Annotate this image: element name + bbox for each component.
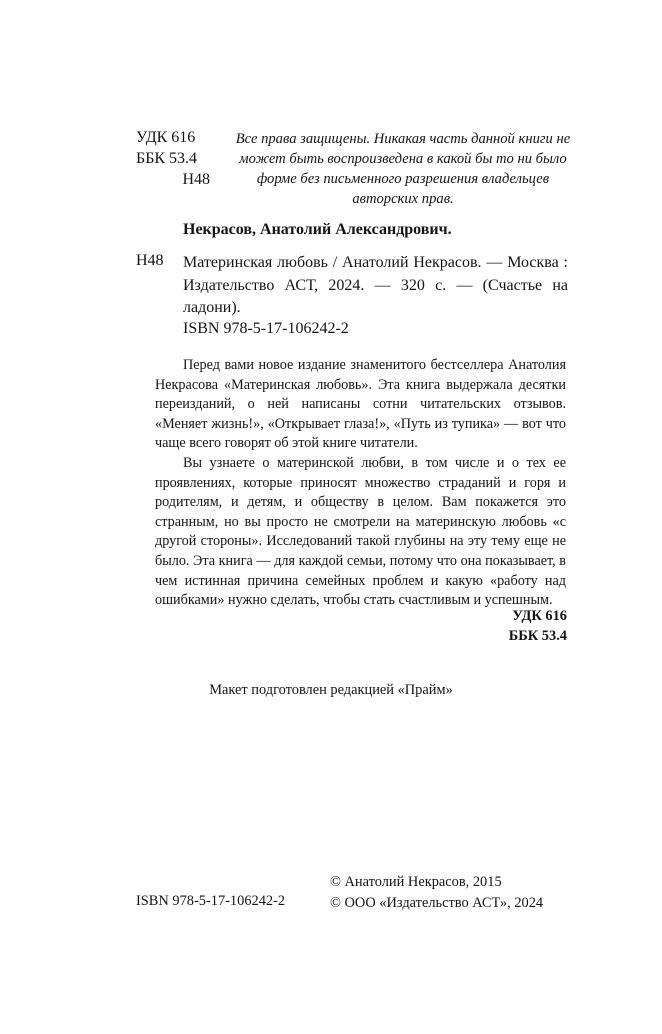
layout-note: Макет подготовлен редакцией «Прайм» bbox=[209, 682, 453, 698]
annotation bbox=[155, 356, 566, 611]
copyright-author: © Анатолий Некрасов, 2015 bbox=[330, 874, 502, 890]
classification-right bbox=[440, 606, 567, 646]
isbn-main: ISBN 978-5-17-106242-2 bbox=[183, 320, 349, 337]
udk-code: УДК 616 bbox=[136, 129, 196, 146]
annotation-paragraph-1: Перед вами новое издание знаменитого бестселлера Анатолия Некрасова «Материнская любовь». Эта книга выдержала десятки переизданий, о ней написаны сотни читательских отзывов. «Меняет жизнь!», «Открывает глаза!», «Путь из тупика» — вот что чаще всего говорят об этой книге читатели. bbox=[155, 357, 566, 452]
copyright-publisher: © ООО «Издательство АСТ», 2024 bbox=[330, 895, 544, 911]
bbk-code-right: ББК 53.4 bbox=[508, 628, 567, 644]
isbn-bottom: ISBN 978-5-17-106242-2 bbox=[136, 893, 286, 909]
bibliographic-record: Материнская любовь / Анатолий Некрасов. — Москва : Издательство АСТ, 2024. — 320 с. — (Счастье на ладони). bbox=[183, 254, 568, 316]
classification-block bbox=[136, 127, 210, 190]
copyright-block bbox=[330, 872, 543, 914]
udk-code-right: УДК 616 bbox=[512, 608, 567, 624]
annotation-paragraph-2: Вы узнаете о материнской любви, в том числе и о тех ее проявлениях, которые приносят множество страданий и горя и родителям, и детям, и обществу в целом. Вам покажется это странным, но вы просто не смотрели на материнскую любовь «с другой стороны». Исследований такой глубины на эту тему еще не было. Эта книга — для каждой семьи, потому что она показывает, в чем истинная причина семейных проблем и какую «работу над ошибками» нужно сделать, чтобы стать счастливым и успешным. bbox=[155, 454, 566, 609]
author-code: Н48 bbox=[182, 171, 210, 188]
author-heading: Некрасов, Анатолий Александрович. bbox=[183, 221, 452, 238]
record-code: Н48 bbox=[136, 252, 164, 269]
rights-notice: Все права защищены. Никакая часть данной книги не может быть воспроизведена в какой бы то ни было форме без письменного разрешения владельцев авторских прав. bbox=[235, 131, 571, 207]
bbk-code: ББК 53.4 bbox=[136, 150, 198, 167]
